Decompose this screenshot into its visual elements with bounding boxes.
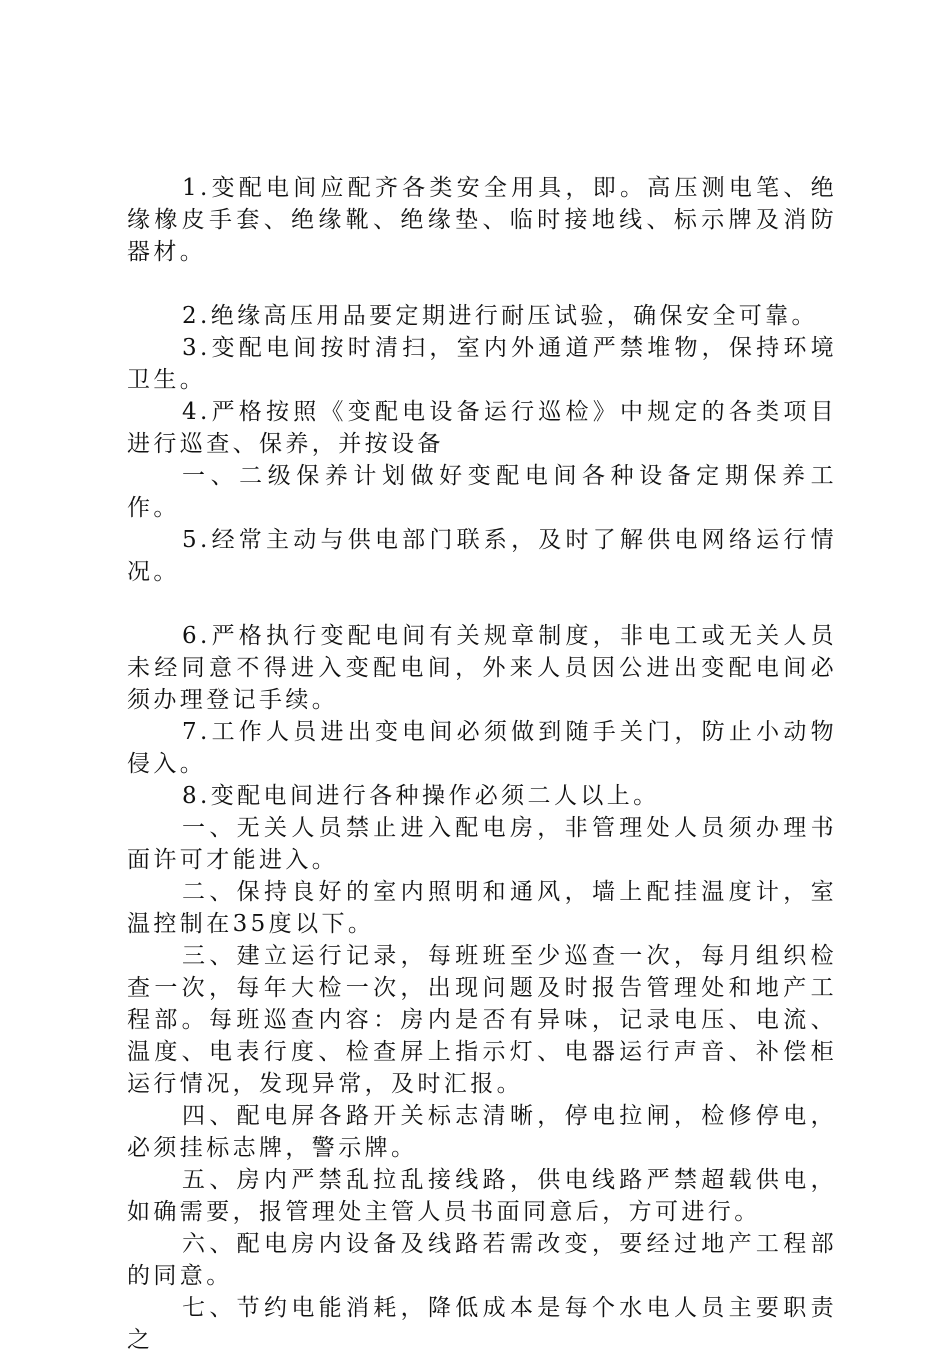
document-body	[127, 172, 837, 1356]
rule-6: 六、配电房内设备及线路若需改变，要经过地产工程部的同意。	[127, 1231, 837, 1289]
rule-5: 五、房内严禁乱拉乱接线路，供电线路严禁超载供电，如确需要，报管理处主管人员书面同意后，方可进行。	[127, 1167, 837, 1225]
paragraph-7: 7.工作人员进出变电间必须做到随手关门，防止小动物侵入。	[127, 719, 837, 777]
rule-7: 七、节约电能消耗，降低成本是每个水电人员主要职责之	[127, 1295, 837, 1353]
paragraph-4-continued: 一、二级保养计划做好变配电间各种设备定期保养工作。	[127, 463, 837, 521]
paragraph-4: 4.严格按照《变配电设备运行巡检》中规定的各类项目进行巡查、保养，并按设备	[127, 399, 837, 457]
rule-2: 二、保持良好的室内照明和通风，墙上配挂温度计，室温控制在35度以下。	[127, 879, 837, 937]
rule-4: 四、配电屏各路开关标志清晰，停电拉闸，检修停电，必须挂标志牌，警示牌。	[127, 1103, 837, 1161]
rule-1: 一、无关人员禁止进入配电房，非管理处人员须办理书面许可才能进入。	[127, 815, 837, 873]
paragraph-2: 2.绝缘高压用品要定期进行耐压试验，确保安全可靠。	[182, 303, 818, 329]
rule-3: 三、建立运行记录，每班班至少巡查一次，每月组织检查一次，每年大检一次，出现问题及时报告管理处和地产工程部。每班巡查内容：房内是否有异味，记录电压、电流、温度、电表行度、检查屏上指示灯、电器运行声音、补偿柜运行情况，发现异常，及时汇报。	[127, 943, 837, 1097]
paragraph-5: 5.经常主动与供电部门联系，及时了解供电网络运行情况。	[127, 527, 837, 585]
paragraph-1: 1.变配电间应配齐各类安全用具，即。高压测电笔、绝缘橡皮手套、绝缘靴、绝缘垫、临时接地线、标示牌及消防器材。	[127, 175, 837, 265]
paragraph-6: 6.严格执行变配电间有关规章制度，非电工或无关人员未经同意不得进入变配电间，外来人员因公进出变配电间必须办理登记手续。	[127, 623, 837, 713]
paragraph-8: 8.变配电间进行各种操作必须二人以上。	[182, 783, 660, 809]
paragraph-3: 3.变配电间按时清扫，室内外通道严禁堆物，保持环境卫生。	[127, 335, 837, 393]
